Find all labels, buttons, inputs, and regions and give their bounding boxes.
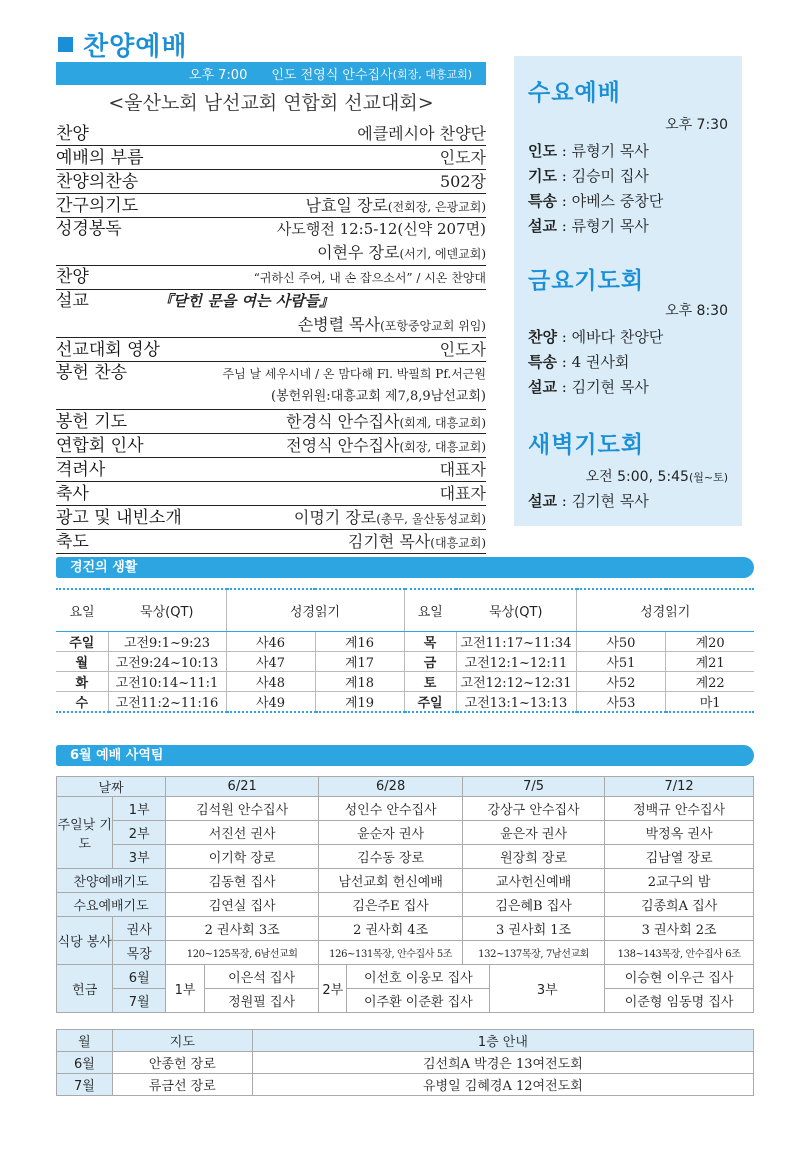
devotion-cell: 사52 bbox=[576, 671, 666, 691]
program-value bbox=[440, 482, 486, 505]
praise-cell: 2교구의 밤 bbox=[605, 869, 754, 893]
date-cell: 6/21 bbox=[166, 777, 319, 797]
program-value-text: 남효일 장로 bbox=[305, 196, 388, 215]
wednesday-line-key: 인도 bbox=[528, 142, 557, 160]
guide-row bbox=[57, 1074, 754, 1096]
program-value-text: 대표자 bbox=[439, 460, 486, 479]
wednesday-line bbox=[528, 190, 663, 211]
devotion-cell: 고전12:1~12:11 bbox=[456, 651, 576, 671]
sermon-title: 『닫힌 문을 여는 사람들』 bbox=[158, 292, 335, 310]
guide-header: 1층 안내 bbox=[252, 1030, 753, 1052]
program-label: 격려사 bbox=[56, 460, 106, 480]
meal-part: 권사 bbox=[113, 917, 166, 941]
dawn-time-note: (월~토) bbox=[688, 471, 728, 484]
devotion-cell: 목 bbox=[404, 631, 456, 651]
prayer-cell: 박정옥 권사 bbox=[605, 821, 754, 845]
prayer-cell: 김수동 장로 bbox=[319, 845, 463, 869]
meal-row bbox=[57, 941, 754, 965]
prayer-cell: 서진선 권사 bbox=[166, 821, 319, 845]
prayer-cell: 김남열 장로 bbox=[605, 845, 754, 869]
meal-cell: 3 권사회 1조 bbox=[462, 917, 604, 941]
program-value bbox=[286, 434, 486, 459]
devotion-cell: 사51 bbox=[576, 651, 666, 671]
devotion-cell: 고전9:24~10:13 bbox=[108, 651, 226, 671]
offering-cell: 이준형 임동명 집사 bbox=[605, 989, 754, 1013]
program-line2 bbox=[56, 385, 486, 409]
devotion-section-bar: 경건의 생활 bbox=[56, 557, 754, 578]
program-value bbox=[357, 122, 486, 145]
offering-cell: 정원필 집사 bbox=[205, 989, 319, 1013]
program-line2-text: 손병렬 목사 bbox=[297, 315, 381, 334]
program-row bbox=[56, 170, 486, 194]
offering-part: 3부 bbox=[490, 965, 605, 1013]
program-label: 간구의기도 bbox=[56, 196, 139, 216]
devotion-cell: 주일 bbox=[56, 631, 108, 651]
dawn-line bbox=[528, 490, 649, 511]
program-label: 예배의 부름 bbox=[56, 148, 144, 168]
wednesday-line bbox=[528, 165, 649, 186]
col-reading: 성경읽기 bbox=[226, 589, 404, 631]
program-row bbox=[56, 530, 486, 554]
program-value-text: 김기현 목사 bbox=[347, 532, 431, 551]
guide-header-row bbox=[57, 1030, 754, 1052]
wed-prayer-cell: 김종희A 집사 bbox=[605, 893, 754, 917]
prayer-row bbox=[57, 821, 754, 845]
program-label: 광고 및 내빈소개 bbox=[56, 508, 182, 528]
offering-row bbox=[57, 965, 754, 989]
dawn-line-value: : 김기현 목사 bbox=[556, 492, 649, 510]
service-leader-note: (회장, 대흥교회) bbox=[392, 67, 472, 81]
meal-cell: 2 권사회 3조 bbox=[166, 917, 319, 941]
wednesday-title: 수요예배 bbox=[528, 80, 621, 106]
program-label: 축도 bbox=[56, 532, 89, 552]
program-label: 찬양 bbox=[56, 124, 89, 144]
duty-table bbox=[56, 776, 754, 1013]
service-banner: <울산노회 남선교회 연합회 선교대회> bbox=[108, 92, 434, 114]
devotion-cell: 사46 bbox=[226, 631, 315, 651]
program-value-text: 전영식 안수집사 bbox=[286, 436, 400, 455]
guide-cell: 류금선 장로 bbox=[112, 1074, 252, 1096]
prayer-cell: 김석원 안수집사 bbox=[166, 797, 319, 821]
dawn-title: 새벽기도회 bbox=[528, 432, 645, 458]
friday-line bbox=[528, 326, 663, 347]
program-value-text: 인도자 bbox=[439, 340, 486, 359]
prayer-row bbox=[57, 845, 754, 869]
wednesday-line bbox=[528, 140, 649, 161]
prayer-cell: 성인수 안수집사 bbox=[319, 797, 463, 821]
devotion-cell: 고전12:12~12:31 bbox=[456, 671, 576, 691]
offering-cell: 이선호 이웅모 집사 bbox=[347, 965, 490, 989]
wednesday-line-key: 특송 bbox=[528, 192, 557, 210]
program-value-text: 이명기 장로 bbox=[293, 508, 377, 527]
wednesday-time: 오후 7:30 bbox=[665, 117, 728, 133]
wednesday-line-value: : 류형기 목사 bbox=[556, 142, 649, 160]
meal-label: 식당 봉사 bbox=[57, 917, 113, 965]
devotion-cell: 고전9:1~9:23 bbox=[108, 631, 226, 651]
devotion-cell: 사47 bbox=[226, 651, 315, 671]
date-cell: 6/28 bbox=[319, 777, 463, 797]
program-value bbox=[305, 194, 486, 219]
program-value bbox=[222, 363, 486, 386]
devotion-cell: 화 bbox=[56, 671, 108, 691]
program-row bbox=[56, 146, 486, 170]
praise-cell: 김동현 집사 bbox=[166, 869, 319, 893]
program-row bbox=[56, 290, 486, 338]
duty-section-bar: 6월 예배 사역팀 bbox=[56, 745, 754, 766]
program-row bbox=[56, 362, 486, 410]
program-row bbox=[56, 338, 486, 362]
service-time: 오후 7:00 bbox=[188, 68, 248, 83]
devotion-cell: 계16 bbox=[315, 631, 404, 651]
wednesday-line-key: 기도 bbox=[528, 167, 557, 185]
devotion-cell: 계18 bbox=[315, 671, 404, 691]
wed-prayer-row bbox=[57, 893, 754, 917]
title-text: 찬양예배 bbox=[83, 32, 188, 62]
devotion-cell: 사49 bbox=[226, 691, 315, 712]
service-info-bar bbox=[56, 62, 486, 85]
devotion-table bbox=[56, 588, 754, 713]
friday-time: 오후 8:30 bbox=[665, 303, 728, 319]
devotion-cell: 토 bbox=[404, 671, 456, 691]
offering-label: 헌금 bbox=[57, 965, 113, 1013]
guide-cell: 안종헌 장로 bbox=[112, 1052, 252, 1074]
program-label: 선교대회 영상 bbox=[56, 340, 160, 360]
devotion-row bbox=[56, 691, 754, 712]
guide-header: 지도 bbox=[112, 1030, 252, 1052]
devotion-cell: 사50 bbox=[576, 631, 666, 651]
program-line2-note: (포항중앙교회 위임) bbox=[380, 319, 486, 333]
other-services-panel bbox=[514, 56, 742, 526]
devotion-cell: 주일 bbox=[404, 691, 456, 712]
offering-part: 2부 bbox=[319, 965, 347, 1013]
program-value-text: 사도행전 12:5-12(신약 207면) bbox=[276, 220, 486, 238]
meal-cell: 2 권사회 4조 bbox=[319, 917, 463, 941]
program-row bbox=[56, 266, 486, 290]
program-row bbox=[56, 122, 486, 146]
program-value-text: 한경식 안수집사 bbox=[286, 412, 400, 431]
program-value-note: (대흥교회) bbox=[430, 536, 486, 550]
friday-line-key: 특송 bbox=[528, 353, 557, 371]
offering-month: 7월 bbox=[113, 989, 166, 1013]
program-value-note: (총무, 울산동성교회) bbox=[376, 512, 486, 526]
program-label: 연합회 인사 bbox=[56, 436, 144, 456]
program-value bbox=[440, 146, 486, 169]
program-label: 성경봉독 bbox=[56, 219, 122, 239]
friday-line bbox=[528, 351, 629, 372]
meal-cell: 138~143목장, 안수집사 6조 bbox=[605, 941, 754, 965]
friday-title: 금요기도회 bbox=[528, 268, 645, 294]
prayer-cell: 강상구 안수집사 bbox=[462, 797, 604, 821]
devotion-cell: 고전13:1~13:13 bbox=[456, 691, 576, 712]
devotion-cell: 계20 bbox=[666, 631, 754, 651]
program-value-note: (회장, 대흥교회) bbox=[399, 440, 486, 454]
offering-cell: 이은석 집사 bbox=[205, 965, 319, 989]
page-title bbox=[58, 26, 187, 63]
wed-prayer-cell: 김은주E 집사 bbox=[319, 893, 463, 917]
program-value bbox=[440, 458, 486, 481]
offering-cell: 이주환 이준환 집사 bbox=[347, 989, 490, 1013]
duty-header-row bbox=[57, 777, 754, 797]
program-line2 bbox=[56, 313, 486, 337]
prayer-row bbox=[57, 797, 754, 821]
program-row bbox=[56, 506, 486, 530]
col-reading-2: 성경읽기 bbox=[576, 589, 754, 631]
meal-row bbox=[57, 917, 754, 941]
friday-line-value: : 에바다 찬양단 bbox=[556, 328, 664, 346]
program-row bbox=[56, 434, 486, 458]
devotion-cell: 금 bbox=[404, 651, 456, 671]
friday-line-value: : 4 권사회 bbox=[556, 353, 630, 371]
wed-prayer-cell: 김은혜B 집사 bbox=[462, 893, 604, 917]
prayer-cell: 윤은자 권사 bbox=[462, 821, 604, 845]
guide-table bbox=[56, 1029, 754, 1096]
friday-line-key: 설교 bbox=[528, 378, 557, 396]
program-line2-note: (서기, 에덴교회) bbox=[399, 247, 486, 261]
devotion-row bbox=[56, 671, 754, 691]
guide-cell: 김선희A 박경은 13여전도회 bbox=[252, 1052, 753, 1074]
program-value bbox=[440, 170, 486, 193]
col-day: 요일 bbox=[56, 589, 108, 631]
devotion-cell: 계19 bbox=[315, 691, 404, 712]
col-qt: 묵상(QT) bbox=[108, 589, 226, 631]
devotion-cell: 사48 bbox=[226, 671, 315, 691]
program-value-text: 주님 날 세우시네 / 온 맘다해 Fl. 박필희 Pf.서근원 bbox=[222, 367, 486, 381]
wednesday-line-value: : 류형기 목사 bbox=[556, 217, 649, 235]
program-value bbox=[286, 410, 486, 435]
friday-line bbox=[528, 376, 649, 397]
service-leader: 인도 전영식 안수집사 bbox=[271, 68, 393, 83]
program-value bbox=[348, 530, 486, 555]
service-program bbox=[56, 122, 486, 554]
devotion-cell: 월 bbox=[56, 651, 108, 671]
prayer-cell: 이기학 장로 bbox=[166, 845, 319, 869]
prayer-cell: 윤순자 권사 bbox=[319, 821, 463, 845]
prayer-cell: 원장희 장로 bbox=[462, 845, 604, 869]
program-label: 찬양의찬송 bbox=[56, 172, 139, 192]
praise-label: 찬양예배기도 bbox=[57, 869, 166, 893]
program-value bbox=[277, 218, 486, 241]
program-label: 봉헌 기도 bbox=[56, 412, 128, 432]
devotion-cell: 사53 bbox=[576, 691, 666, 712]
devotion-row bbox=[56, 631, 754, 651]
program-value bbox=[254, 267, 486, 290]
dawn-time-text: 오전 5:00, 5:45 bbox=[585, 469, 689, 485]
program-value-text: 에클레시아 찬양단 bbox=[357, 124, 486, 143]
offering-cell: 이승현 이우근 집사 bbox=[605, 965, 754, 989]
devotion-cell: 계21 bbox=[666, 651, 754, 671]
devotion-cell: 고전11:17~11:34 bbox=[456, 631, 576, 651]
program-label: 축사 bbox=[56, 484, 89, 504]
wednesday-line-key: 설교 bbox=[528, 217, 557, 235]
program-label: 봉헌 찬송 bbox=[56, 363, 128, 383]
program-value-text: “귀하신 주여, 내 손 잡으소서” / 시온 찬양대 bbox=[253, 271, 486, 285]
program-value bbox=[440, 338, 486, 361]
program-value-note: (전회장, 은광교회) bbox=[387, 200, 486, 214]
wednesday-line-value: : 김승미 집사 bbox=[556, 167, 649, 185]
wed-prayer-cell: 김연실 집사 bbox=[166, 893, 319, 917]
devotion-cell: 마1 bbox=[666, 691, 754, 712]
guide-cell: 유병일 김혜경A 12여전도회 bbox=[252, 1074, 753, 1096]
program-value-note: (회계, 대흥교회) bbox=[399, 416, 486, 430]
program-row bbox=[56, 218, 486, 266]
devotion-cell: 계22 bbox=[666, 671, 754, 691]
title-square-icon bbox=[58, 37, 73, 52]
offering-part: 1부 bbox=[166, 965, 205, 1013]
praise-cell: 교사헌신예배 bbox=[462, 869, 604, 893]
program-value-text: 대표자 bbox=[439, 484, 486, 503]
program-row bbox=[56, 482, 486, 506]
date-cell: 7/5 bbox=[462, 777, 604, 797]
wed-prayer-label: 수요예배기도 bbox=[57, 893, 166, 917]
prayer-cell: 정백규 안수집사 bbox=[605, 797, 754, 821]
meal-part: 목장 bbox=[113, 941, 166, 965]
praise-row bbox=[57, 869, 754, 893]
program-label: 찬양 bbox=[56, 267, 89, 287]
col-day-2: 요일 bbox=[404, 589, 456, 631]
prayer-part: 1부 bbox=[113, 797, 166, 821]
meal-cell: 132~137목장, 7남선교회 bbox=[462, 941, 604, 965]
program-row bbox=[56, 410, 486, 434]
date-cell: 7/12 bbox=[605, 777, 754, 797]
dawn-line-key: 설교 bbox=[528, 492, 557, 510]
prayer-label: 주일낮 기도 bbox=[57, 797, 113, 869]
guide-row bbox=[57, 1052, 754, 1074]
program-value-text: 인도자 bbox=[439, 148, 486, 167]
guide-cell: 6월 bbox=[57, 1052, 113, 1074]
guide-header: 월 bbox=[57, 1030, 113, 1052]
dawn-time bbox=[586, 466, 728, 486]
wednesday-line bbox=[528, 215, 649, 236]
program-value bbox=[294, 506, 486, 531]
program-row bbox=[56, 194, 486, 218]
guide-cell: 7월 bbox=[57, 1074, 113, 1096]
devotion-row bbox=[56, 651, 754, 671]
friday-line-value: : 김기현 목사 bbox=[556, 378, 649, 396]
meal-cell: 126~131목장, 안수집사 5조 bbox=[319, 941, 463, 965]
praise-cell: 남선교회 헌신예배 bbox=[319, 869, 463, 893]
col-qt-2: 묵상(QT) bbox=[456, 589, 576, 631]
meal-cell: 120~125목장, 6남선교회 bbox=[166, 941, 319, 965]
devotion-cell: 계17 bbox=[315, 651, 404, 671]
devotion-cell: 고전10:14~11:1 bbox=[108, 671, 226, 691]
program-line2-text: (봉헌위원:대흥교회 제7,8,9남선교회) bbox=[271, 389, 486, 404]
wednesday-line-value: : 야베스 중창단 bbox=[556, 192, 664, 210]
offering-month: 6월 bbox=[113, 965, 166, 989]
offering-row bbox=[57, 989, 754, 1013]
program-line2 bbox=[56, 241, 486, 265]
meal-cell: 3 권사회 2조 bbox=[605, 917, 754, 941]
program-label: 설교 bbox=[56, 291, 89, 311]
program-row bbox=[56, 458, 486, 482]
date-label: 날짜 bbox=[57, 777, 166, 797]
friday-line-key: 찬양 bbox=[528, 328, 557, 346]
prayer-part: 2부 bbox=[113, 821, 166, 845]
program-value-text: 502장 bbox=[440, 172, 486, 191]
devotion-cell: 고전11:2~11:16 bbox=[108, 691, 226, 712]
program-line2-text: 이현우 장로 bbox=[317, 243, 400, 262]
prayer-part: 3부 bbox=[113, 845, 166, 869]
devotion-cell: 수 bbox=[56, 691, 108, 712]
